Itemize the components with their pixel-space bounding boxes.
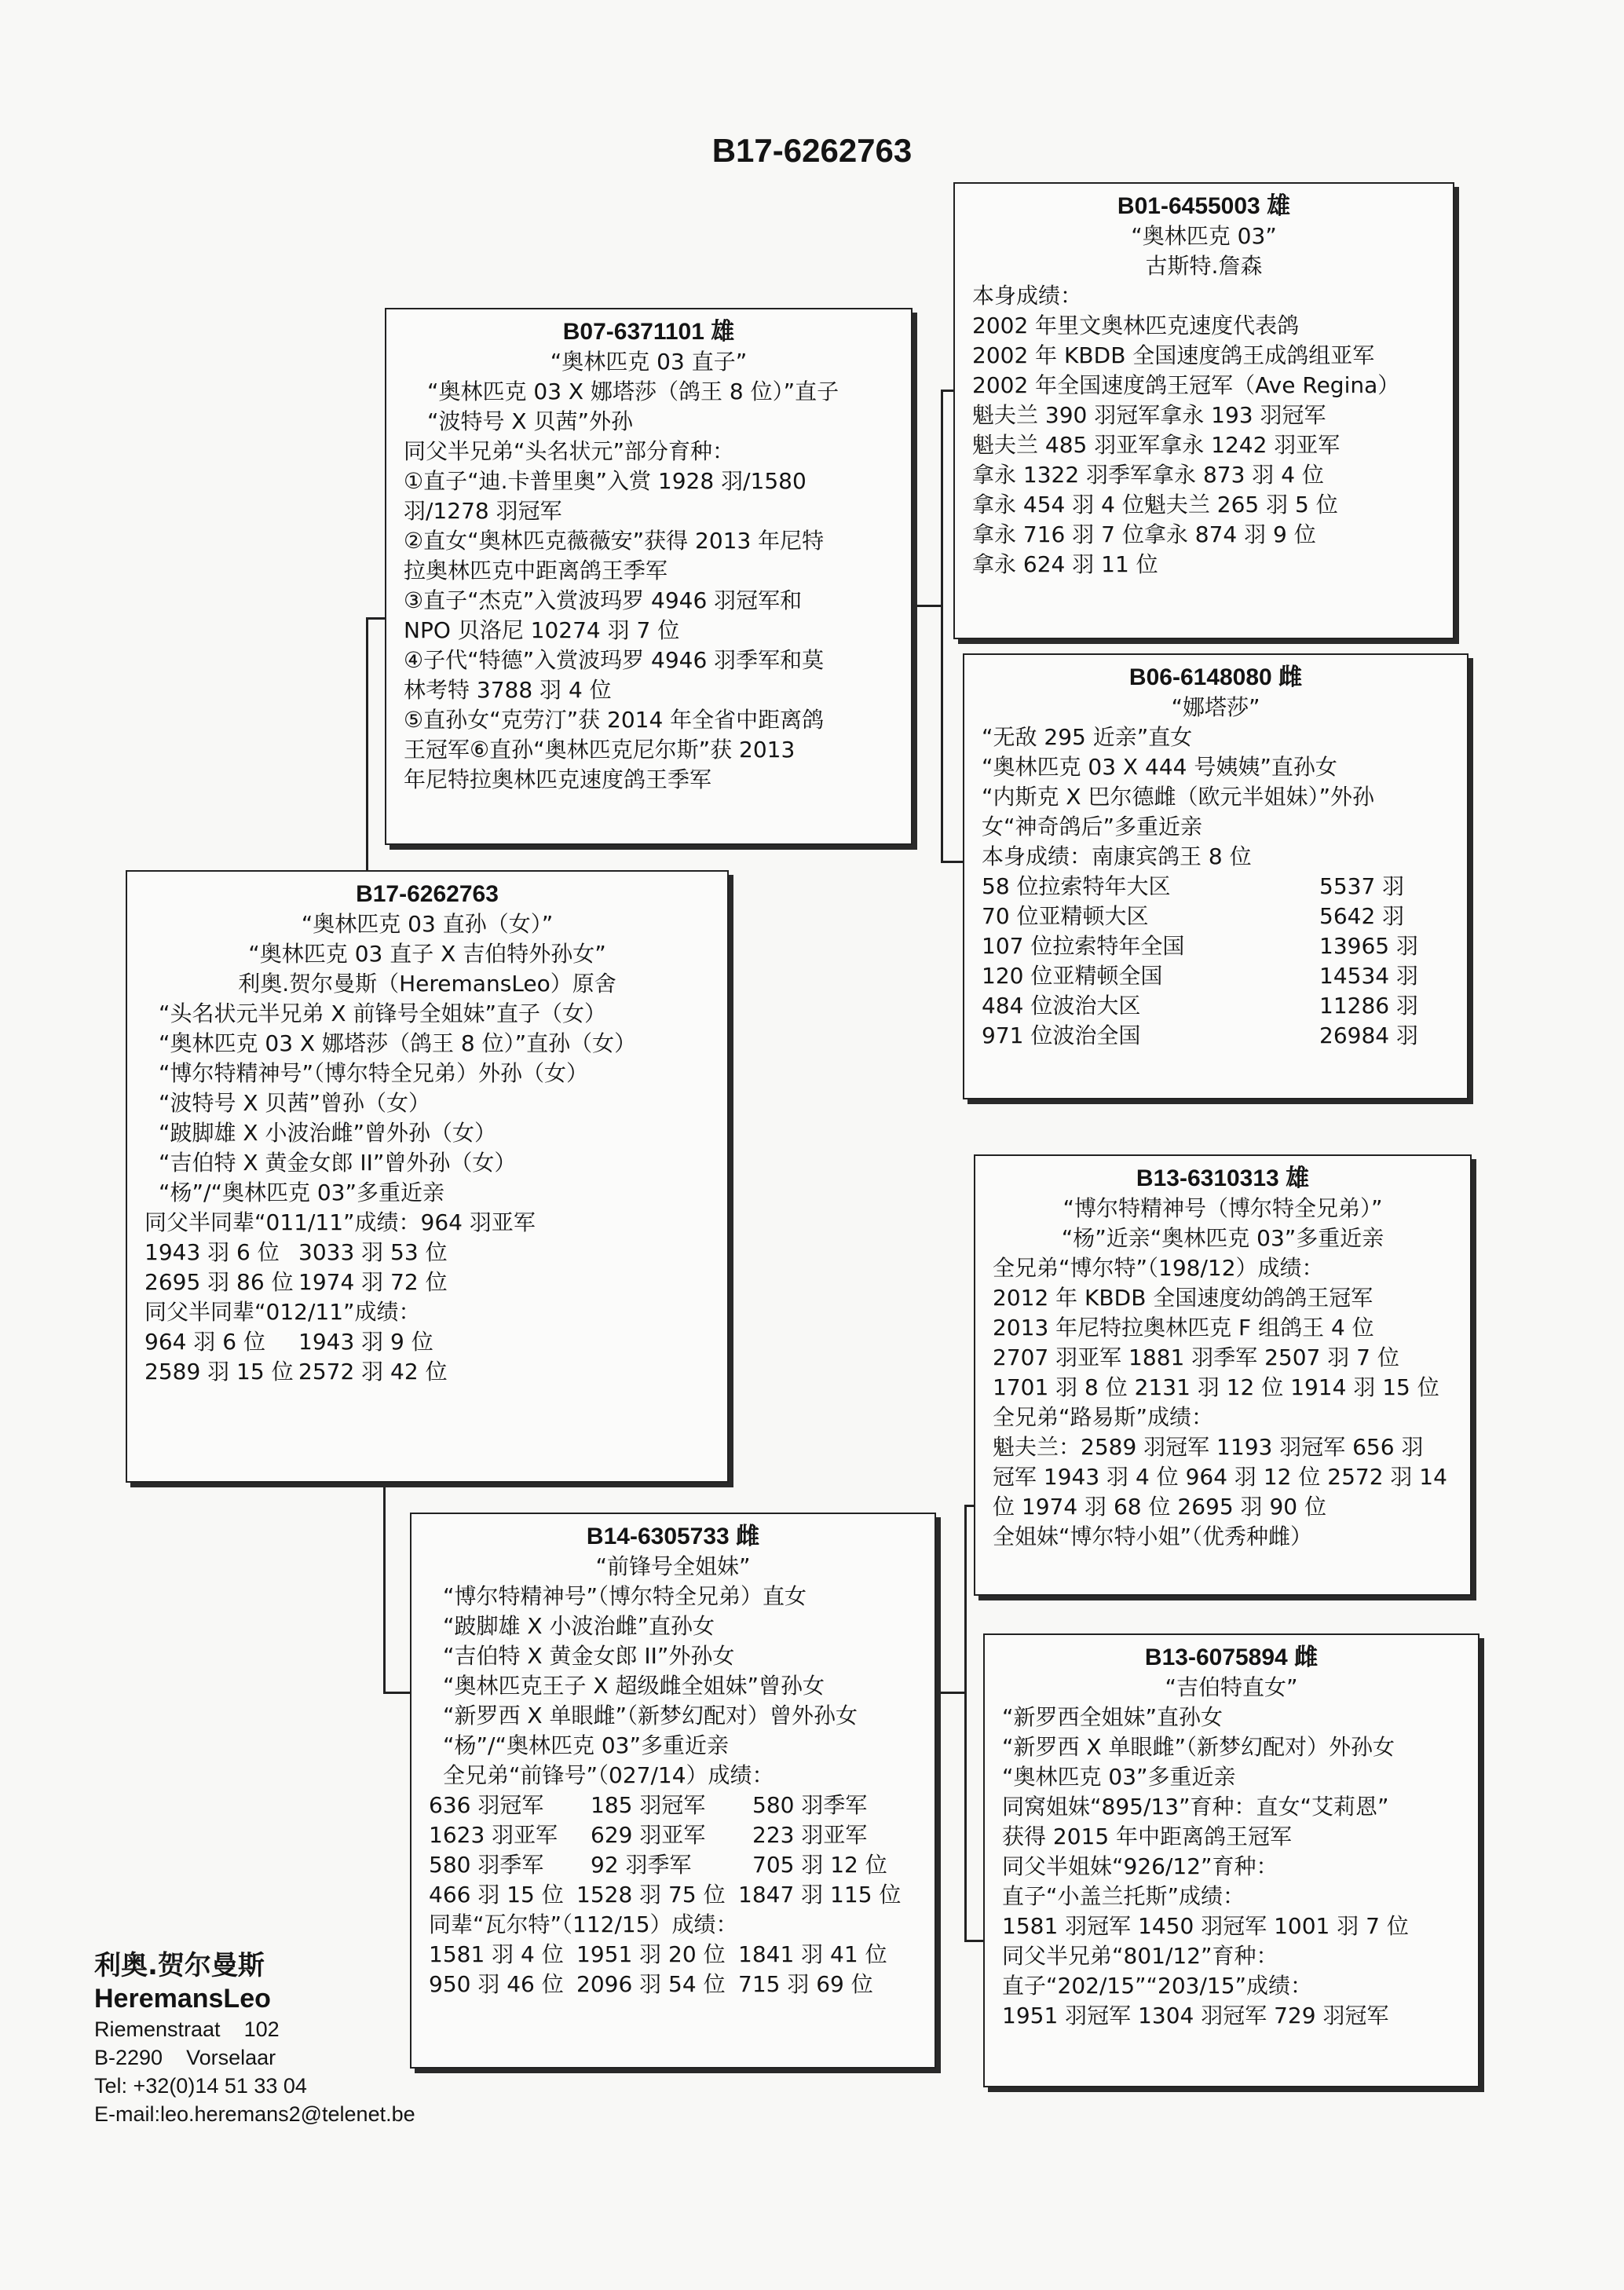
sd-line: “奥林匹克 03 X 444 号姨姨”直孙女 [982,754,1337,780]
result-place: 120 位亚精顿全国 [982,963,1163,989]
sire-line: 同父半兄弟“头名状元”部分育种： [404,438,735,464]
sire-line: ⑤直孙女“克劳汀”获 2014 年全省中距离鸽 [404,707,825,733]
dam-dam-box [983,1633,1480,2087]
ds-line: 魁夫兰：2589 羽冠军 1193 羽冠军 656 羽 [993,1434,1424,1460]
result-cell: 1974 羽 72 位 [298,1269,448,1295]
sd-result-row [982,1021,1450,1051]
main-sub: “奥林匹克 03 直孙（女）” [301,911,554,937]
dd-line: 同父半兄弟“801/12”育种： [1002,1943,1278,1969]
connector-line [964,1940,983,1942]
dd-line: “奥林匹克 03”多重近亲 [1002,1764,1236,1790]
ss-line: 本身成绩： [972,283,1083,309]
phone-number: Tel: +32(0)14 51 33 04 [94,2074,307,2098]
sire-line: “奥林匹克 03 X 娜塔莎（鸽王 8 位）”直子 [427,379,839,404]
ss-sub: “奥林匹克 03” [1131,223,1277,249]
address-street: Riemenstraat 102 [94,2017,280,2041]
result-cell: 185 羽冠军 [591,1792,706,1818]
ss-line: 2002 年全国速度鸽王冠军（Ave Regina） [972,372,1400,398]
dam-result-row [429,1791,917,1820]
dam-line: “杨”/“奥林匹克 03”多重近亲 [443,1732,729,1758]
dam-result-row [429,1970,917,1999]
result-cell: 1943 羽 6 位 [144,1239,280,1265]
main-result-row [144,1327,710,1357]
sire-line: ③直子“杰克”入赏波玛罗 4946 羽冠军和 [404,587,803,613]
result-cell: 715 羽 69 位 [738,1971,873,1997]
sd-result-row [982,872,1450,902]
dam-result-row [429,1820,917,1850]
ds-id: B13-6310313 雄 [1136,1165,1310,1191]
ds-line: 2012 年 KBDB 全国速度幼鸽鸽王冠军 [993,1285,1373,1311]
sd-result-row [982,902,1450,931]
sire-sire-box [953,182,1454,639]
ss-line: 魁夫兰 390 羽冠军拿永 193 羽冠军 [972,402,1326,428]
result-cell: 950 羽 46 位 [429,1971,564,1997]
ss-line: 拿永 716 羽 7 位拿永 874 羽 9 位 [972,521,1316,547]
main-pigeon-box [126,870,729,1483]
result-place: 70 位亚精顿大区 [982,903,1149,929]
dam-result-row [429,1940,917,1970]
result-cell: 1623 羽亚军 [429,1822,558,1848]
ds-sub: “博尔特精神号（博尔特全兄弟）” [1063,1195,1383,1221]
sd-result-row [982,961,1450,991]
sd-line: “无敌 295 近亲”直女 [982,724,1193,750]
sd-sub: “娜塔莎” [1171,694,1260,720]
sire-line: 年尼特拉奥林匹克速度鸽王季军 [404,766,712,792]
result-cell: 2096 羽 54 位 [576,1971,726,1997]
main-line: “博尔特精神号”（博尔特全兄弟）外孙（女） [159,1060,589,1086]
dd-line: 同窝姐妹“895/13”育种：直女“艾莉恩” [1002,1794,1389,1820]
main-line: 同父半同辈“011/11”成绩：964 羽亚军 [144,1209,536,1235]
ss-line: 拿永 1322 羽季军拿永 873 羽 4 位 [972,462,1324,488]
ds-line: 2013 年尼特拉奥林匹克 F 组鸽王 4 位 [993,1315,1374,1341]
result-cell: 1528 羽 75 位 [576,1882,726,1908]
dd-line: 1581 羽冠军 1450 羽冠军 1001 羽 7 位 [1002,1913,1409,1939]
result-place: 971 位波治全国 [982,1022,1141,1048]
sd-line: 本身成绩：南康宾鸽王 8 位 [982,843,1252,869]
sire-box [385,308,913,845]
ds-line: 1701 羽 8 位 2131 羽 12 位 1914 羽 15 位 [993,1374,1439,1400]
main-sub: 利奥.贺尔曼斯（HeremansLeo）原舍 [238,971,616,997]
dam-result-row [429,1850,917,1880]
sire-line: ④子代“特德”入赏波玛罗 4946 羽季军和莫 [404,647,825,673]
dd-line: 直子“小盖兰托斯”成绩： [1002,1883,1245,1909]
sire-line: 林考特 3788 羽 4 位 [404,677,612,703]
dd-line: “新罗西全姐妹”直孙女 [1002,1704,1223,1730]
ds-line: 全兄弟“路易斯”成绩： [993,1404,1214,1430]
main-id: B17-6262763 [356,881,499,907]
sd-result-row [982,991,1450,1021]
email-address: E-mail:leo.heremans2@telenet.be [94,2102,415,2126]
connector-line [941,1692,966,1694]
result-birds: 14534 羽 [1319,963,1418,989]
result-cell: 2695 羽 86 位 [144,1269,294,1295]
dam-result-row [429,1880,917,1910]
connector-line [383,1483,386,1692]
result-cell: 964 羽 6 位 [144,1329,265,1355]
dam-id: B14-6305733 雌 [586,1524,760,1549]
result-cell: 1847 羽 115 位 [738,1882,902,1908]
sire-line: 羽/1278 羽冠军 [404,498,562,524]
sd-line: 女“神奇鸽后”多重近亲 [982,814,1203,840]
sd-line: “内斯克 X 巴尔德雌（欧元半姐妹）”外孙 [982,784,1374,810]
result-cell: 1951 羽 20 位 [576,1941,726,1967]
connector-line [366,617,368,870]
result-cell: 580 羽季军 [429,1852,544,1878]
result-cell: 636 羽冠军 [429,1792,544,1818]
result-cell: 1841 羽 41 位 [738,1941,887,1967]
result-cell: 2572 羽 42 位 [298,1359,448,1385]
result-cell: 92 羽季军 [591,1852,692,1878]
sire-id: B07-6371101 雄 [562,319,735,345]
sire-line: “波特号 X 贝茜”外孙 [427,408,633,434]
ss-line: 拿永 624 羽 11 位 [972,551,1158,577]
main-line: “吉伯特 X 黄金女郎 II”曾外孙（女） [159,1150,517,1176]
page-title: B17-6262763 [711,132,913,169]
main-line: “跛脚雄 X 小波治雌”曾外孙（女） [159,1120,496,1146]
main-sub: “奥林匹克 03 直子 X 吉伯特外孙女” [248,941,606,967]
result-cell: 1581 羽 4 位 [429,1941,564,1967]
dam-sire-box [974,1154,1472,1596]
main-result-row [144,1268,710,1297]
result-birds: 11286 羽 [1319,993,1418,1019]
main-line: 同父半同辈“012/11”成绩： [144,1299,421,1325]
result-place: 107 位拉索特年全国 [982,933,1185,959]
dd-line: 获得 2015 年中距离鸽王冠军 [1002,1824,1293,1849]
ds-line: 全兄弟“博尔特”（198/12）成绩： [993,1255,1324,1281]
owner-name-cn: 利奥.贺尔曼斯 [94,1950,265,1981]
main-result-row [144,1238,710,1268]
sd-result-row [982,931,1450,961]
connector-line [917,605,941,607]
result-birds: 5642 羽 [1319,903,1405,929]
ds-sub: “杨”近亲“奥林匹克 03”多重近亲 [1061,1225,1384,1251]
dam-sub: “前锋号全姐妹” [595,1553,751,1579]
dd-line: “新罗西 X 单眼雌”（新梦幻配对）外孙女 [1002,1734,1395,1760]
dam-line: “奥林匹克王子 X 超级雌全姐妹”曾孙女 [443,1673,825,1699]
ss-id: B01-6455003 雄 [1117,193,1291,219]
result-cell: 580 羽季军 [752,1792,868,1818]
sire-line: 王冠军⑥直孙“奥林匹克尼尔斯”获 2013 [404,737,796,763]
ss-sub: 古斯特.詹森 [1145,253,1263,279]
dam-line: 全兄弟“前锋号”（027/14）成绩： [443,1762,774,1788]
result-cell: 223 羽亚军 [752,1822,868,1848]
dam-line: “新罗西 X 单眼雌”（新梦幻配对）曾外孙女 [443,1703,858,1728]
ds-line: 2707 羽亚军 1881 羽季军 2507 羽 7 位 [993,1344,1399,1370]
result-birds: 5537 羽 [1319,873,1405,899]
sire-line: 拉奥林匹克中距离鸽王季军 [404,558,668,583]
ss-line: 拿永 454 羽 4 位魁夫兰 265 羽 5 位 [972,492,1338,518]
main-line: “杨”/“奥林匹克 03”多重近亲 [159,1180,444,1205]
dam-box [410,1513,936,2069]
ds-line: 冠军 1943 羽 4 位 964 羽 12 位 2572 羽 14 [993,1464,1447,1490]
result-birds: 13965 羽 [1319,933,1418,959]
main-result-row [144,1357,710,1387]
ds-line: 位 1974 羽 68 位 2695 羽 90 位 [993,1494,1326,1520]
connector-line [383,1692,411,1694]
dd-sub: “吉伯特直女” [1165,1674,1298,1700]
result-place: 484 位波治大区 [982,993,1141,1019]
main-line: “头名状元半兄弟 X 前锋号全姐妹”直子（女） [159,1001,606,1026]
owner-name-en: HeremansLeo [94,1984,271,2014]
ss-line: 2002 年里文奥林匹克速度代表鸽 [972,313,1300,338]
dam-line: “博尔特精神号”（博尔特全兄弟）直女 [443,1583,807,1609]
dd-line: 直子“202/15”“203/15”成绩： [1002,1973,1313,1999]
result-cell: 3033 羽 53 位 [298,1239,448,1265]
address-city: B-2290 Vorselaar [94,2046,276,2069]
result-cell: 466 羽 15 位 [429,1882,564,1908]
sire-line: ②直女“奥林匹克薇薇安”获得 2013 年尼特 [404,528,825,554]
result-cell: 629 羽亚军 [591,1822,706,1848]
dam-line: 同辈“瓦尔特”（112/15）成绩： [429,1911,738,1937]
dam-line: “吉伯特 X 黄金女郎 II”外孙女 [443,1643,735,1669]
dam-line: “跛脚雄 X 小波治雌”直孙女 [443,1613,715,1639]
ds-line: 全姐妹“博尔特小姐”（优秀种雌） [993,1524,1313,1549]
result-cell: 2589 羽 15 位 [144,1359,294,1385]
contact-block [94,1949,415,2128]
dd-line: 同父半姐妹“926/12”育种： [1002,1853,1278,1879]
ss-line: 2002 年 KBDB 全国速度鸽王成鸽组亚军 [972,342,1375,368]
result-cell: 1943 羽 9 位 [298,1329,433,1355]
sire-line: NPO 贝洛尼 10274 羽 7 位 [404,617,680,643]
result-cell: 705 羽 12 位 [752,1852,887,1878]
dd-id: B13-6075894 雌 [1144,1644,1319,1670]
sire-line: ①直子“迪.卡普里奥”入赏 1928 羽/1580 [404,468,807,494]
main-line: “波特号 X 贝茜”曾孙（女） [159,1090,430,1116]
sire-line: “奥林匹克 03 直子” [550,349,748,375]
sd-id: B06-6148080 雌 [1128,664,1303,690]
result-birds: 26984 羽 [1319,1022,1418,1048]
connector-line [964,1505,967,1940]
connector-line [941,390,943,861]
main-line: “奥林匹克 03 X 娜塔莎（鸽王 8 位）”直孙（女） [159,1030,637,1056]
result-place: 58 位拉索特年大区 [982,873,1171,899]
sire-dam-box [963,653,1469,1099]
ss-line: 魁夫兰 485 羽亚军拿永 1242 羽亚军 [972,432,1341,458]
dd-line: 1951 羽冠军 1304 羽冠军 729 羽冠军 [1002,2003,1389,2028]
